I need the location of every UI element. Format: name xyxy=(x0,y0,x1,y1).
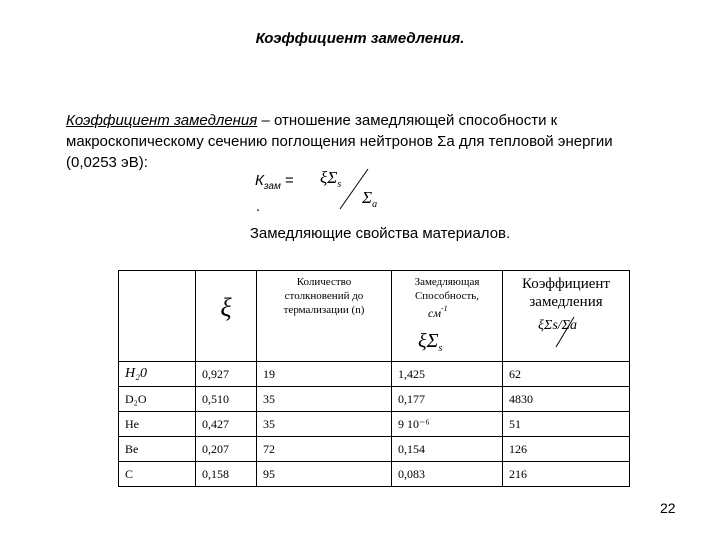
fraction-num-text: ξΣ xyxy=(320,168,338,187)
table-row xyxy=(119,387,630,412)
cell-coef: 4830 xyxy=(503,387,630,412)
cell-xi: 0,927 xyxy=(196,362,257,387)
cell-xi: 0,158 xyxy=(196,462,257,487)
power-unit-sup: -1 xyxy=(440,304,448,313)
page-title: Коэффициент замедления. xyxy=(255,30,465,47)
cell-power: 0,177 xyxy=(392,387,503,412)
fraction-denominator xyxy=(361,188,377,210)
coef-formula xyxy=(526,311,606,351)
cell-power: 0,154 xyxy=(392,437,503,462)
fraction-den-sub: a xyxy=(372,199,378,210)
power-formula xyxy=(402,303,492,355)
cell-power: 9 10⁻⁶ xyxy=(392,412,503,437)
power-label: Замедляющая Способность, xyxy=(414,276,480,302)
definition-term: Коэффициент замедления xyxy=(66,112,258,129)
cell-xi: 0,207 xyxy=(196,437,257,462)
header-coef xyxy=(503,271,630,362)
cell-power: 1,425 xyxy=(392,362,503,387)
xi-symbol: ξ xyxy=(220,293,232,322)
header-material xyxy=(119,271,196,362)
formula-dot: . xyxy=(256,198,261,215)
header-power xyxy=(392,271,503,362)
collisions-label: Количество столкновений до термализации (n) xyxy=(283,276,365,316)
fraction-num-sub: s xyxy=(337,179,342,190)
cell-n: 72 xyxy=(257,437,392,462)
coef-formula-text: ξΣs/Σa xyxy=(538,318,577,333)
cell-coef: 62 xyxy=(503,362,630,387)
formula-k-sub: зам xyxy=(263,181,281,192)
cell-material: D₂O xyxy=(119,387,196,412)
formula-k: К xyxy=(255,172,264,189)
cell-coef: 51 xyxy=(503,412,630,437)
cell-material: Be xyxy=(119,437,196,462)
cell-power: 0,083 xyxy=(392,462,503,487)
formula-equals: = xyxy=(284,172,294,189)
formula-fraction xyxy=(318,163,398,213)
cell-material: C xyxy=(119,462,196,487)
cell-coef: 216 xyxy=(503,462,630,487)
header-xi xyxy=(196,271,257,362)
power-unit xyxy=(428,304,448,320)
cell-coef: 126 xyxy=(503,437,630,462)
power-xisigma xyxy=(418,330,442,354)
table-row xyxy=(119,412,630,437)
coef-label: Коэффициент замедления xyxy=(522,276,610,310)
power-unit-text: см xyxy=(428,306,441,320)
table-row xyxy=(119,437,630,462)
header-collisions xyxy=(257,271,392,362)
table-caption: Замедляющие свойства материалов. xyxy=(249,225,511,242)
table-row xyxy=(119,362,630,387)
cell-xi: 0,427 xyxy=(196,412,257,437)
cell-n: 95 xyxy=(257,462,392,487)
table-row xyxy=(119,462,630,487)
power-xisigma-text: ξΣ xyxy=(418,330,439,352)
cell-n: 35 xyxy=(257,387,392,412)
table-header-row xyxy=(119,271,630,362)
cell-material: H₂0 xyxy=(119,362,196,387)
definition-text: – отношение замедляющей способности к макроскопическому сечению поглощения нейтронов Σa для тепловой энергии (0,0253 эВ): xyxy=(66,112,613,171)
cell-material: He xyxy=(119,412,196,437)
page-number: 22 xyxy=(660,500,676,516)
formula-label xyxy=(255,172,294,192)
fraction-den-text: Σ xyxy=(362,188,373,207)
fraction-numerator xyxy=(320,168,341,190)
cell-xi: 0,510 xyxy=(196,387,257,412)
power-xisigma-sub: s xyxy=(438,343,443,354)
cell-n: 35 xyxy=(257,412,392,437)
materials-table xyxy=(118,270,630,487)
cell-n: 19 xyxy=(257,362,392,387)
